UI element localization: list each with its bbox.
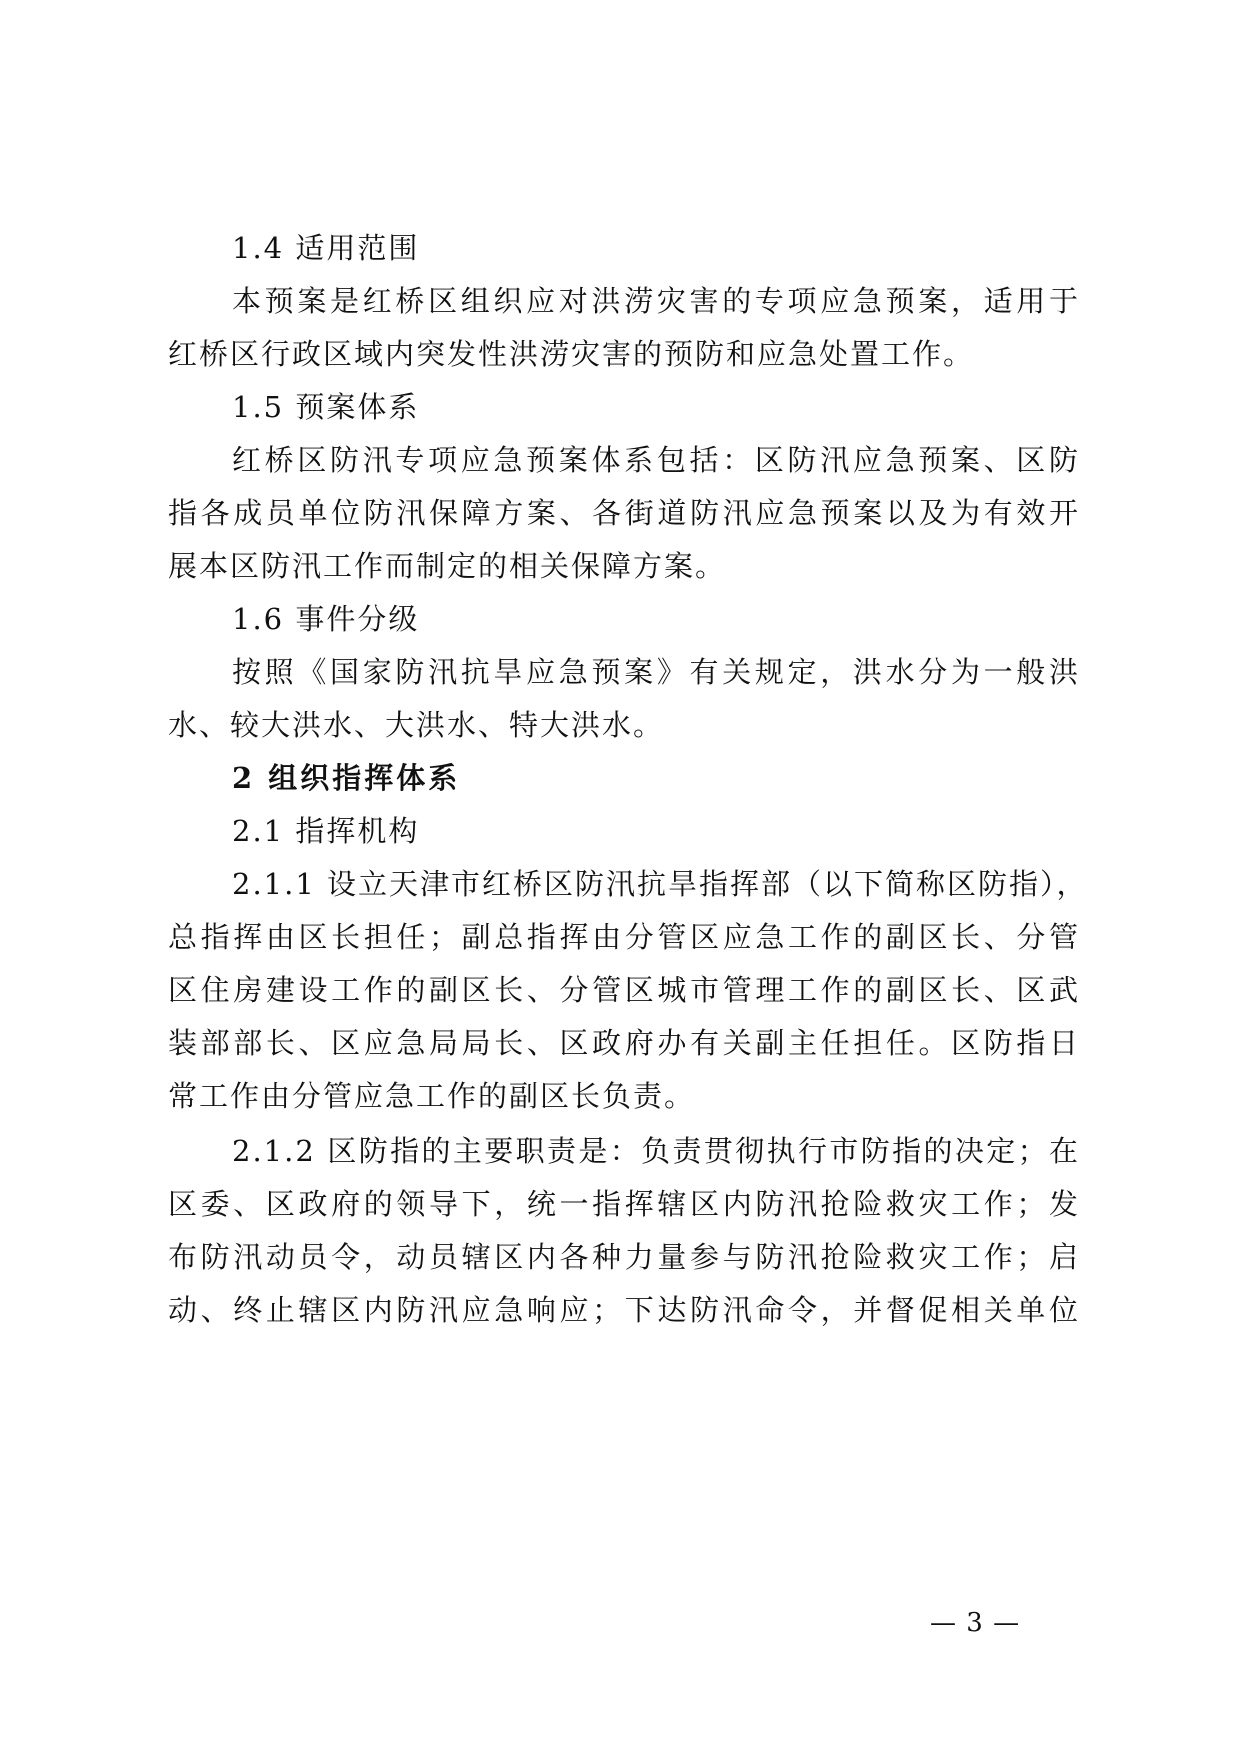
paragraph-line: 指各成员单位防汛保障方案、各街道防汛应急预案以及为有效开 [168, 496, 1080, 530]
paragraph-line: 区住房建设工作的副区长、分管区城市管理工作的副区长、区武 [168, 973, 1080, 1007]
section-heading-1-6: 1.6 事件分级 [232, 602, 420, 636]
paragraph-line: 红桥区行政区域内突发性洪涝灾害的预防和应急处置工作。 [168, 337, 975, 371]
paragraph-line: 常工作由分管应急工作的副区长负责。 [168, 1079, 696, 1113]
paragraph-line: 本预案是红桥区组织应对洪涝灾害的专项应急预案，适用于 [232, 284, 1080, 318]
paragraph-line: 布防汛动员令，动员辖区内各种力量参与防汛抢险救灾工作；启 [168, 1240, 1080, 1274]
paragraph-line: 按照《国家防汛抗旱应急预案》有关规定，洪水分为一般洪 [232, 655, 1080, 689]
paragraph-line: 总指挥由区长担任；副总指挥由分管区应急工作的副区长、分管 [168, 920, 1080, 954]
paragraph-line: 2.1.2 区防指的主要职责是：负责贯彻执行市防指的决定；在 [232, 1134, 1080, 1168]
section-heading-1-5: 1.5 预案体系 [232, 390, 420, 424]
paragraph-line: 动、终止辖区内防汛应急响应；下达防汛命令，并督促相关单位 [168, 1293, 1080, 1327]
paragraph-line: 区委、区政府的领导下，统一指挥辖区内防汛抢险救灾工作；发 [168, 1187, 1080, 1221]
paragraph-line: 装部部长、区应急局局长、区政府办有关副主任担任。区防指日 [168, 1026, 1080, 1060]
section-heading-1-4: 1.4 适用范围 [232, 231, 420, 265]
paragraph-line: 水、较大洪水、大洪水、特大洪水。 [168, 708, 665, 742]
paragraph-line: 展本区防汛工作而制定的相关保障方案。 [168, 549, 727, 583]
page-number: — 3 — [930, 1608, 1021, 1638]
paragraph-line: 2.1.1 设立天津市红桥区防汛抗旱指挥部（以下简称区防指）， [232, 867, 1088, 901]
paragraph-line: 红桥区防汛专项应急预案体系包括：区防汛应急预案、区防 [232, 443, 1080, 477]
chapter-heading-2: 2 组织指挥体系 [232, 761, 461, 795]
section-heading-2-1: 2.1 指挥机构 [232, 814, 420, 848]
